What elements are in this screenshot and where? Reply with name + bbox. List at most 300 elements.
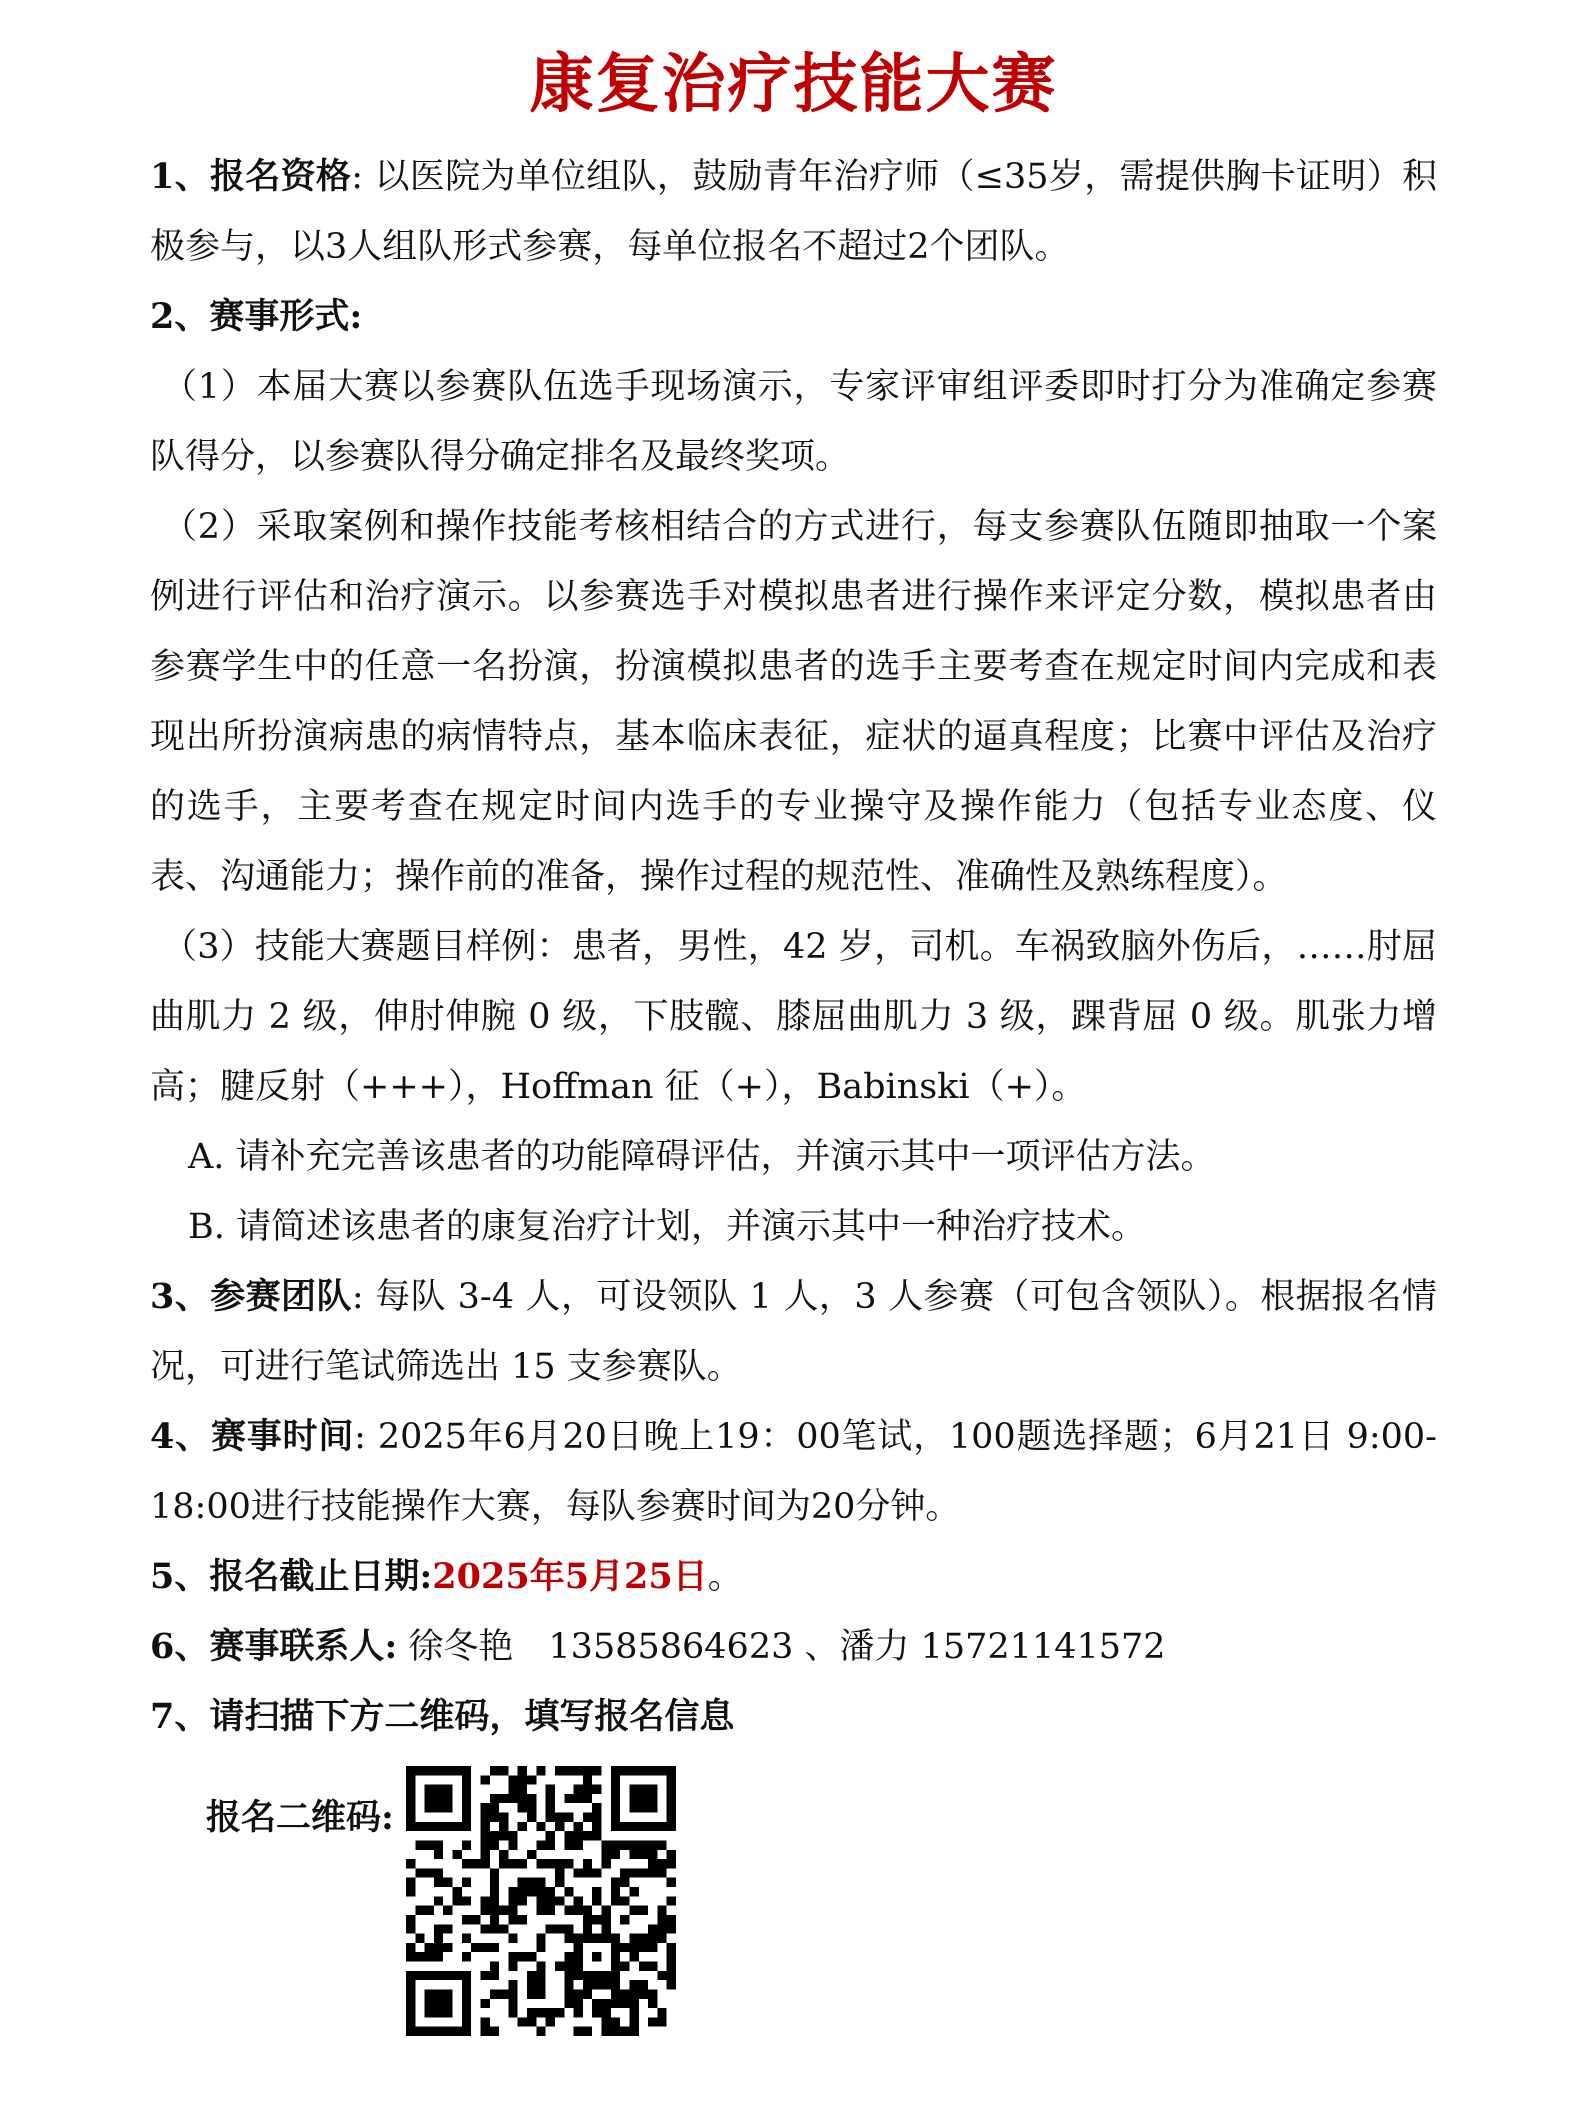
qr-module <box>527 1971 536 1980</box>
qr-module <box>518 1878 527 1887</box>
qr-module <box>471 1943 480 1952</box>
qr-module <box>434 1934 443 1943</box>
qr-module <box>657 2017 666 2026</box>
qr-module <box>555 1813 564 1822</box>
qr-module <box>583 1785 592 1794</box>
qr-module <box>639 1850 648 1859</box>
qr-module <box>629 1952 638 1961</box>
qr-module <box>574 1794 583 1803</box>
qr-module <box>406 1943 415 1952</box>
qr-module <box>611 1813 620 1822</box>
qr-module <box>620 1915 629 1924</box>
question-b: B. 请简述该患者的康复治疗计划，并演示其中一种治疗技术。 <box>188 1207 1146 1247</box>
qr-module <box>648 1868 657 1877</box>
qr-module <box>601 2017 610 2026</box>
qr-module <box>452 1822 461 1831</box>
qr-module <box>639 1943 648 1952</box>
qr-module <box>611 1803 620 1812</box>
qr-module <box>490 1840 499 1849</box>
qr-module <box>583 1934 592 1943</box>
qr-module <box>592 1813 601 1822</box>
qr-module <box>480 1896 489 1905</box>
qr-module <box>434 1952 443 1961</box>
qr-module <box>564 1906 573 1915</box>
qr-module <box>546 1859 555 1868</box>
qr-module <box>462 1859 471 1868</box>
section-format-label: 2、赛事形式: <box>150 296 363 337</box>
qr-module <box>425 1999 434 2008</box>
qr-module <box>667 1971 676 1980</box>
qr-module <box>499 1850 508 1859</box>
qr-module <box>471 1859 480 1868</box>
qr-module <box>546 1794 555 1803</box>
qr-module <box>434 1924 443 1933</box>
qr-module <box>620 2027 629 2036</box>
qr-module <box>406 1980 415 1989</box>
qr-module <box>601 1924 610 1933</box>
qr-module <box>592 1971 601 1980</box>
deadline-tail: 。 <box>707 1557 743 1597</box>
format-item-1: （1）本届大赛以参赛队伍选手现场演示，专家评审组评委即时打分为准确定参赛队得分，以参赛队得分确定排名及最终奖项。 <box>150 367 1437 477</box>
qr-module <box>564 1924 573 1933</box>
section-contact <box>150 1612 1437 1682</box>
qr-module <box>490 1924 499 1933</box>
qr-module <box>490 1943 499 1952</box>
qr-module <box>667 1952 676 1961</box>
qr-module <box>611 1850 620 1859</box>
qr-module <box>546 1924 555 1933</box>
qr-module <box>592 1868 601 1877</box>
qr-module <box>480 2017 489 2026</box>
qr-module <box>425 2027 434 2036</box>
qr-module <box>667 1822 676 1831</box>
qr-module <box>583 1924 592 1933</box>
qr-module <box>657 1915 666 1924</box>
qr-module <box>406 1859 415 1868</box>
qr-module <box>518 1822 527 1831</box>
qr-module <box>443 1989 452 1998</box>
qr-module <box>555 1859 564 1868</box>
qr-module <box>518 1859 527 1868</box>
qr-module <box>406 1775 415 1784</box>
qr-module <box>536 1943 545 1952</box>
qr-module <box>648 1934 657 1943</box>
qr-module <box>527 1878 536 1887</box>
qr-module <box>564 1766 573 1775</box>
qr-module <box>657 1868 666 1877</box>
qr-module <box>546 2017 555 2026</box>
qr-module <box>583 1813 592 1822</box>
qr-module <box>601 1859 610 1868</box>
qr-module <box>639 1906 648 1915</box>
qr-module <box>434 1971 443 1980</box>
qr-module <box>406 1785 415 1794</box>
qr-module <box>648 1999 657 2008</box>
qr-module <box>462 2027 471 2036</box>
qr-module <box>527 1850 536 1859</box>
qr-module <box>611 1887 620 1896</box>
qr-module <box>443 2008 452 2017</box>
qr-module <box>611 1943 620 1952</box>
qr-module <box>499 1766 508 1775</box>
qr-module <box>546 1803 555 1812</box>
qr-module <box>425 1906 434 1915</box>
qr-module <box>518 1915 527 1924</box>
qr-module <box>434 1794 443 1803</box>
registration-qr-code[interactable] <box>406 1766 676 2036</box>
qr-module <box>574 1822 583 1831</box>
qr-module <box>611 1775 620 1784</box>
qr-module <box>583 1906 592 1915</box>
qr-module <box>667 1785 676 1794</box>
qr-module <box>490 1971 499 1980</box>
qr-module <box>536 1971 545 1980</box>
qr-module <box>648 1924 657 1933</box>
qr-module <box>480 1822 489 1831</box>
qr-module <box>527 1813 536 1822</box>
qr-module <box>639 1980 648 1989</box>
qr-module <box>592 1831 601 1840</box>
qr-module <box>425 1785 434 1794</box>
qr-module <box>434 1896 443 1905</box>
qr-module <box>508 1980 517 1989</box>
section-eligibility-text: : 以医院为单位组队，鼓励青年治疗师（≤35岁，需提供胸卡证明）积极参与，以3人组队形式参赛，每单位报名不超过2个团队。 <box>150 157 1437 267</box>
qr-module <box>415 1840 424 1849</box>
qr-module <box>480 1831 489 1840</box>
qr-module <box>574 1840 583 1849</box>
qr-module <box>592 2008 601 2017</box>
qr-module <box>546 1887 555 1896</box>
qr-module <box>480 1775 489 1784</box>
qr-module <box>462 1775 471 1784</box>
qr-module <box>574 1785 583 1794</box>
qr-module <box>667 1962 676 1971</box>
qr-module <box>574 1943 583 1952</box>
qr-module <box>480 1943 489 1952</box>
qr-module <box>490 1813 499 1822</box>
qr-module <box>406 1794 415 1803</box>
qr-module <box>667 1813 676 1822</box>
qr-module <box>601 1840 610 1849</box>
qr-module <box>415 1822 424 1831</box>
qr-module <box>629 1980 638 1989</box>
qr-module <box>406 1878 415 1887</box>
qr-module <box>583 1831 592 1840</box>
qr-module <box>667 1980 676 1989</box>
qr-module <box>667 1896 676 1905</box>
qr-module <box>601 2008 610 2017</box>
qr-module <box>592 1822 601 1831</box>
qr-module <box>518 1775 527 1784</box>
qr-module <box>536 1878 545 1887</box>
qr-code-graphic <box>406 1766 676 2036</box>
qr-module <box>425 1971 434 1980</box>
question-a: A. 请补充完善该患者的功能障碍评估，并演示其中一项评估方法。 <box>188 1137 1216 1177</box>
qr-module <box>657 1822 666 1831</box>
qr-module <box>620 1868 629 1877</box>
qr-module <box>667 1794 676 1803</box>
qr-module <box>583 1971 592 1980</box>
qr-module <box>667 1859 676 1868</box>
qr-module <box>406 1971 415 1980</box>
qr-module <box>434 1943 443 1952</box>
qr-module <box>425 1989 434 1998</box>
qr-module <box>648 1943 657 1952</box>
qr-module <box>639 1934 648 1943</box>
qr-module <box>648 1794 657 1803</box>
qr-module <box>480 1803 489 1812</box>
qr-module <box>406 1924 415 1933</box>
qr-module <box>462 1813 471 1822</box>
qr-module <box>490 2027 499 2036</box>
qr-module <box>564 1859 573 1868</box>
qr-module <box>508 1934 517 1943</box>
qr-module <box>546 2008 555 2017</box>
qr-module <box>434 1822 443 1831</box>
qr-module <box>434 1989 443 1998</box>
qr-module <box>555 1822 564 1831</box>
qr-module <box>490 1915 499 1924</box>
qr-module <box>648 1803 657 1812</box>
qr-module <box>592 1915 601 1924</box>
qr-module <box>667 1766 676 1775</box>
qr-module <box>564 1887 573 1896</box>
qr-module <box>508 1785 517 1794</box>
qr-module <box>471 1915 480 1924</box>
qr-module <box>462 1896 471 1905</box>
qr-module <box>536 2008 545 2017</box>
qr-module <box>499 1813 508 1822</box>
qr-module <box>639 1803 648 1812</box>
qr-module <box>592 1896 601 1905</box>
qr-module <box>611 1952 620 1961</box>
qr-module <box>601 1934 610 1943</box>
qr-module <box>629 1840 638 1849</box>
qr-module <box>434 1999 443 2008</box>
qr-module <box>415 1868 424 1877</box>
section-team <box>150 1262 1437 1402</box>
qr-module <box>443 1971 452 1980</box>
qr-module <box>583 2027 592 2036</box>
section-contact-label: 6、赛事联系人: <box>150 1626 398 1667</box>
qr-module <box>527 1775 536 1784</box>
qr-module <box>601 2027 610 2036</box>
section-team-label: 3、参赛团队 <box>150 1276 352 1317</box>
qr-module <box>508 1952 517 1961</box>
qr-module <box>462 2008 471 2017</box>
qr-module <box>639 1840 648 1849</box>
qr-module <box>611 1878 620 1887</box>
section-team-text: : 每队 3-4 人，可设领队 1 人，3 人参赛（可包含领队）。根据报名情况，可进行笔试筛选出 15 支参赛队。 <box>150 1277 1437 1387</box>
qr-module <box>648 1766 657 1775</box>
qr-module <box>583 1766 592 1775</box>
qr-module <box>592 1887 601 1896</box>
qr-module <box>462 1999 471 2008</box>
qr-module <box>639 1989 648 1998</box>
qr-module <box>443 1803 452 1812</box>
qr-module <box>406 1915 415 1924</box>
qr-module <box>583 1915 592 1924</box>
qr-module <box>601 1915 610 1924</box>
qr-module <box>415 1971 424 1980</box>
qr-module <box>462 1785 471 1794</box>
qr-module <box>499 1924 508 1933</box>
qr-module <box>648 1785 657 1794</box>
qr-module <box>452 2027 461 2036</box>
qr-module <box>639 1868 648 1877</box>
section-scan <box>150 1682 1437 1752</box>
qr-module <box>480 1999 489 2008</box>
qr-module <box>667 1878 676 1887</box>
qr-module <box>648 1822 657 1831</box>
qr-module <box>611 1971 620 1980</box>
qr-module <box>406 1766 415 1775</box>
qr-module <box>406 1999 415 2008</box>
qr-module <box>452 1850 461 1859</box>
qr-module <box>480 1813 489 1822</box>
qr-module <box>462 2017 471 2026</box>
qr-module <box>620 1896 629 1905</box>
qr-module <box>499 1989 508 1998</box>
qr-module <box>574 1766 583 1775</box>
qr-module <box>611 1934 620 1943</box>
qr-module <box>490 1896 499 1905</box>
qr-module <box>629 1822 638 1831</box>
qr-module <box>601 1999 610 2008</box>
qr-module <box>601 1850 610 1859</box>
qr-module <box>406 1952 415 1961</box>
qr-module <box>443 2027 452 2036</box>
qr-module <box>406 2008 415 2017</box>
qr-module <box>508 1887 517 1896</box>
qr-module <box>425 1868 434 1877</box>
qr-module <box>415 1952 424 1961</box>
qr-module <box>620 1822 629 1831</box>
qr-module <box>462 1840 471 1849</box>
section-time-label: 4、赛事时间 <box>150 1416 355 1457</box>
qr-module <box>425 1766 434 1775</box>
qr-module <box>452 1896 461 1905</box>
section-deadline <box>150 1542 1437 1612</box>
qr-label: 报名二维码: <box>206 1797 394 1838</box>
qr-module <box>564 1813 573 1822</box>
qr-module <box>462 1915 471 1924</box>
qr-module <box>583 1775 592 1784</box>
qr-module <box>508 1962 517 1971</box>
qr-module <box>415 1934 424 1943</box>
qr-module <box>555 1878 564 1887</box>
qr-module <box>480 1859 489 1868</box>
qr-module <box>583 1980 592 1989</box>
qr-module <box>443 1822 452 1831</box>
qr-module <box>499 1794 508 1803</box>
qr-module <box>629 1794 638 1803</box>
qr-module <box>629 1906 638 1915</box>
qr-module <box>611 1962 620 1971</box>
qr-module <box>592 1803 601 1812</box>
qr-module <box>508 1989 517 1998</box>
qr-module <box>536 2027 545 2036</box>
qr-module <box>574 1971 583 1980</box>
qr-module <box>639 1785 648 1794</box>
qr-module <box>574 1906 583 1915</box>
qr-module <box>620 1766 629 1775</box>
qr-module <box>564 1934 573 1943</box>
qr-module <box>434 1850 443 1859</box>
qr-module <box>434 2008 443 2017</box>
qr-module <box>462 1989 471 1998</box>
qr-module <box>518 2017 527 2026</box>
qr-module <box>462 1971 471 1980</box>
qr-module <box>499 1859 508 1868</box>
qr-module <box>564 1794 573 1803</box>
qr-module <box>648 2017 657 2026</box>
qr-module <box>462 1766 471 1775</box>
qr-module <box>443 1794 452 1803</box>
qr-module <box>620 1989 629 1998</box>
qr-module <box>518 1794 527 1803</box>
qr-module <box>508 1906 517 1915</box>
section-time <box>150 1402 1437 1542</box>
qr-module <box>546 1840 555 1849</box>
qr-module <box>462 1934 471 1943</box>
qr-module <box>425 1794 434 1803</box>
section-time-text: : 2025年6月20日晚上19：00笔试，100题选择题；6月21日 9:00-18:00进行技能操作大赛，每队参赛时间为20分钟。 <box>150 1417 1437 1527</box>
qr-module <box>508 1831 517 1840</box>
qr-module <box>546 1831 555 1840</box>
qr-module <box>564 1840 573 1849</box>
qr-module <box>574 1868 583 1877</box>
qr-module <box>583 1794 592 1803</box>
qr-module <box>620 1999 629 2008</box>
qr-module <box>629 1803 638 1812</box>
qr-module <box>536 1766 545 1775</box>
qr-module <box>667 1775 676 1784</box>
qr-module <box>564 1971 573 1980</box>
section-contact-text: 徐冬艳 13585864623 、潘力 15721141572 <box>397 1627 1166 1667</box>
qr-module <box>592 1952 601 1961</box>
qr-module <box>434 1803 443 1812</box>
qr-module <box>443 1943 452 1952</box>
qr-module <box>592 1766 601 1775</box>
qr-module <box>425 1822 434 1831</box>
qr-module <box>443 1766 452 1775</box>
qr-module <box>564 1980 573 1989</box>
qr-module <box>508 1794 517 1803</box>
qr-module <box>629 2008 638 2017</box>
qr-module <box>601 1906 610 1915</box>
qr-module <box>527 1980 536 1989</box>
qr-module <box>406 1803 415 1812</box>
qr-module <box>592 1980 601 1989</box>
qr-module <box>657 1924 666 1933</box>
qr-module <box>555 1962 564 1971</box>
qr-module <box>657 1840 666 1849</box>
qr-module <box>536 1989 545 1998</box>
qr-module <box>629 1766 638 1775</box>
qr-module <box>546 1906 555 1915</box>
qr-module <box>574 1896 583 1905</box>
qr-module <box>536 1859 545 1868</box>
qr-module <box>490 1831 499 1840</box>
qr-module <box>508 1999 517 2008</box>
qr-module <box>518 1952 527 1961</box>
qr-module <box>629 1785 638 1794</box>
qr-module <box>443 1906 452 1915</box>
qr-module <box>452 1971 461 1980</box>
qr-module <box>443 1924 452 1933</box>
qr-module <box>490 1868 499 1877</box>
